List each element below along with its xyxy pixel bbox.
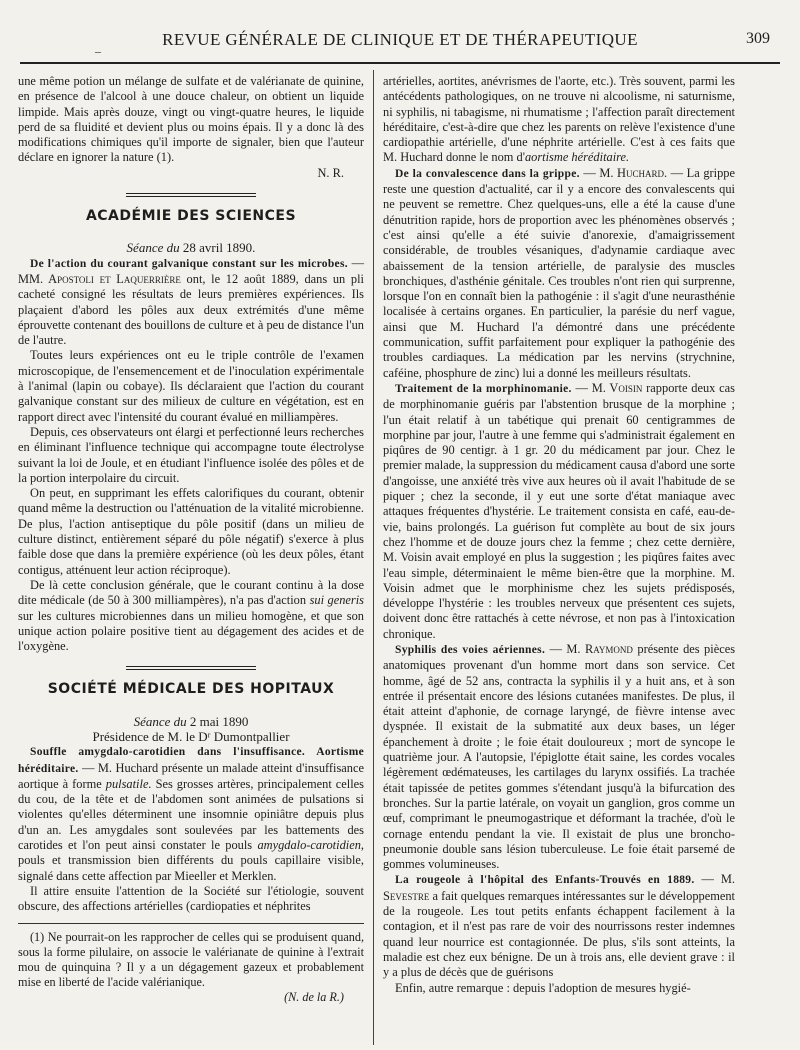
societe-paragraph-2: Il attire ensuite l'attention de la Société sur l'étiologie, souvent obscure, des affections artérielles (cardiopaties et néphrites	[18, 883, 364, 914]
seance-date: 28 avril 1890.	[182, 240, 256, 256]
section-divider	[126, 666, 256, 670]
paragraph-text: pouls et transmission bien différents du pouls capillaire visible, signalé dans cette affection par Mieeller et Merklen.	[18, 853, 364, 883]
article-title: De la convalescence dans la grippe.	[395, 167, 580, 180]
left-column	[18, 74, 364, 1005]
paragraph-text: artérielles, aortites, anévrismes de l'aorte, etc.). Très souvent, parmi les antécédents pathologiques, on ne trouve ni alcoolisme, ni saturnisme, ni syphilis, ni tabagisme, ni rhumatisme ; l'affection paraît directement héréditaire, c'est-à-dire que chez les parents on relève l'existence d'une cardiopathie artérielle, d'une néphrite artérielle. C'est à ces faits que M. Huchard donne le nom d'	[383, 74, 735, 165]
paragraph-text: Ses grosses artères, principalement celles du cou, de la tête et de l'abdomen sont animées de pulsations si violentes qu'elles déterminent une insomnie opiniâtre depuis plus d'un an. Les amygdales sont soulevées par les battements des carotides et l'on peut ainsi constater le pouls	[18, 776, 364, 853]
authors: — M. Raymond	[549, 641, 633, 656]
paragraph-text: — M. Huchard présente un malade atteint d'insuffisance aortique à forme	[18, 760, 364, 791]
authors: — M. Huchard. —	[583, 165, 684, 180]
header-dash: –	[95, 44, 101, 58]
continuation-paragraph	[383, 74, 735, 166]
page-number: 309	[746, 30, 770, 47]
paragraph-text: sur les cultures microbiennes dans un milieu homogène, et que son unique action polaire positive tient au dégagement des acides et de l'oxygène.	[18, 608, 364, 654]
final-paragraph: Enfin, autre remarque : depuis l'adoption de mesures hygié-	[395, 980, 691, 995]
running-header	[20, 30, 780, 58]
societe-presidence: Présidence de M. le Dʳ Dumontpallier	[92, 728, 290, 744]
article-title: De l'action du courant galvanique constant sur les microbes.	[30, 257, 348, 270]
societe-heading: SOCIÉTÉ MÉDICALE DES HOPITAUX	[47, 681, 335, 698]
syphilis-paragraph	[383, 642, 735, 872]
academie-heading: ACADÉMIE DES SCIENCES	[85, 208, 297, 225]
authors: — M. Voisin	[575, 380, 643, 395]
paragraph-text: De là cette conclusion générale, que le courant continu à la dose dite médicale (de 50 à 300 milliampères), n'a pas d'action	[18, 577, 364, 608]
seance-label: Séance du	[126, 240, 180, 256]
academie-paragraph-4: On peut, en supprimant les effets calorifiques du courant, obtenir quand même la destruction ou l'atténuation de la vitalité microbienne. De plus, l'action antiseptique du pôle positif (dans un milieu de culture distinct, entièrement séparé du pôle négatif) s'exerce à plus faible dose que dans la première expérience (où les deux pôles, étant contigus, atténuent leur action réciproque).	[18, 486, 364, 577]
italic-term: aortisme héréditaire.	[524, 150, 630, 165]
seance-label: Séance du	[133, 713, 187, 729]
paragraph-text: a fait quelques remarques intéressantes sur le développement de la rougeole. Les tout petits enfants échappent facilement à la contagion, et il n'est pas rare de voir des nourrissons rester indemnes quand leur nourrice est contagionnée. De plus, s'ils sont atteints, la maladie est chez eux bénigne. De un à trois ans, elle devient grave : il y a plus de décès que de guérisons	[383, 888, 735, 980]
rougeole-paragraph	[383, 872, 735, 980]
societe-seance	[18, 714, 364, 729]
footnote: (1) Ne pourrait-on les rapprocher de celles qui se produisent quand, sous la forme pilulaire, on associe le valérianate de quinine à l'extrait mou de quinquina ? Il y a un dégagement gazeux et probablement mise en liberté de l'acide valérianique.	[18, 929, 364, 989]
paragraph-text: La grippe reste une question d'actualité, car il y a encore des convalescents qui ne peuvent se remettre. Chez quelques-uns, elle a été la cause d'une dénutrition rapide, hors de proportion avec les phénomènes observés ; c'est ainsi qu'elle a été suivie d'anorexie, d'amaigrissement considérable, de troubles vésaniques, d'adynamie cardiaque avec abaissement de la tension artérielle, de paralysie des muscles bronchiques, d'asthénie génitale. Ces troubles n'ont rien qui surprenne, lorsque l'on en connaît bien la pathogénie : il s'agit d'une neurasthénie localisée à certains organes. En particulier, la parésie du nerf vague, ainsi que M. Huchard l'a démontré dans une précédente communication, suffit parfaitement pour expliquer la pathogénie des troubles cardiaques. La médication par les nervins (strychnine, caféine, phosphure de zinc) lui a donné les meilleurs résultats.	[383, 165, 735, 380]
section-divider	[126, 193, 256, 197]
article-title: Souffle amygdalo-carotidien dans l'insuffisance. Aortisme héréditaire.	[18, 746, 364, 775]
right-column	[383, 74, 735, 996]
authors: — M. Sevestre	[383, 872, 735, 903]
academie-paragraph-1	[18, 256, 364, 349]
article-title: La rougeole à l'hôpital des Enfants-Trouvés en 1889.	[395, 874, 695, 887]
morphinomanie-paragraph	[383, 381, 735, 642]
paragraph-text: ont, le 12 août 1889, dans un pli cacheté consigné les résultats de leurs premières expériences. Ils plaçaient d'abord les pôles aux deux extrémités d'une même éprouvette contenant des bouillons de culture et à peu de distance l'un de l'autre.	[18, 271, 364, 348]
authors: — MM. Apostoli et Laquerrière	[18, 255, 364, 286]
paragraph-text: rapporte deux cas de morphinomanie guéris par l'abstention brusque de la morphine ; l'un était relatif à un tabétique qui prenait 60 centigrammes de morphine par jour, l'autre à une femme qui s'administrait également en piqûres de 90 centigr. à 1 gr. 20 du médicament par jour. Chez le premier malade, la suppression du médicament causa d'abord une sorte d'angoisse, une anxiété très vive aux heures où il avait l'habitude de se piquer ; chez la seconde, il y eut une sorte d'état maniaque avec attaques fréquentes d'hystérie. Le traitement consista en café, eau-de-vie, bains prolongés. La guérison fut complète au bout de six jours chez l'homme et de douze jours chez la femme ; chez cette dernière, M. Voisin avait employé en plus la suggestion ; les piqûres faites avec l'eau simple, déterminaient le même bien-être que la morphine. M. Voisin admet que le morphinisme chez les sujets prédisposés, développe l'hystérie : les troubles nerveux que présentent ces sujets, doivent donc être rattachés à cette névrose, et non pas à l'intoxication chronique.	[383, 380, 735, 641]
societe-paragraph-1	[18, 744, 364, 884]
article-title: Syphilis des voies aériennes.	[395, 643, 546, 656]
journal-title: REVUE GÉNÉRALE DE CLINIQUE ET DE THÉRAPEUTIQUE	[162, 30, 638, 49]
footnote-separator	[18, 923, 364, 924]
article-title: Traitement de la morphinomanie.	[395, 382, 572, 395]
column-divider	[373, 70, 374, 1045]
italic-term: sui generis	[309, 593, 364, 608]
intro-paragraph: une même potion un mélange de sulfate et de valérianate de quinine, en présence de l'alcool à une douce chaleur, on obtient un liquide limpide. Mais après douze, vingt ou vingt-quatre heures, le liquide perd de sa fluidité et devient plus ou moins épais. Il y a donc là des modifications chimiques qu'il importe de signaler, bien que l'auteur déclare en ignorer la nature (1).	[18, 74, 364, 165]
academie-paragraph-3: Depuis, ces observateurs ont élargi et perfectionné leurs recherches en éliminant l'influence technique qui accompagne toute électrolyse suivant la loi de Joule, et en étudiant l'influence isolée des pôles et de la portion interpolaire du circuit.	[18, 424, 364, 485]
academie-seance	[18, 240, 364, 255]
italic-term: pulsatile.	[105, 776, 152, 791]
intro-signature: N. R.	[317, 165, 344, 180]
grippe-paragraph	[383, 166, 735, 381]
seance-date: 2 mai 1890	[189, 713, 249, 729]
paragraph-text: présente des pièces anatomiques provenant d'un homme mort dans son service. Cet homme, âgé de 52 ans, contracta la syphilis il y a huit ans, et à son entrée il présentait encore des lésions cutanées manifestes. De plus, il était atteint d'aphonie, de cornage laryngé, de fièvre intense avec dyspnée. Il existait de la submatité aux deux bases, un léger épanchement à droite ; le foie était douloureux ; mort de syncope le quatrième jour. A l'autopsie, l'épiglotte était saine, les cordes vocales légèrement œdémateuses, les cartilages du larynx ossifiés. La trachée était tapissée de petites gommes s'étendant jusqu'à la bifurcation des bronches. Sur la partie latérale, on voyait un ganglion, gros comme un œuf, comprimant le pneumogastrique et déformant la trachée, d'où le cornage entendu pendant la vie. Il existait de plus une broncho-pneumonie double sans lésion tuberculeuse. Le foie était parsemé de gommes volumineuses.	[383, 641, 736, 872]
italic-term: amygdalo-carotidien,	[257, 838, 364, 853]
footnote-signature: (N. de la R.)	[284, 989, 344, 1004]
academie-paragraph-2: Toutes leurs expériences ont eu le triple contrôle de l'examen microscopique, de l'ensemencement et de l'inoculation expérimentale à l'animal (lapin ou cobaye). Ils déclaraient que l'action du courant galvanique constant sur des milieux de culture en végétation, est en rapport direct avec l'intensité du courant évalué en milliampères.	[18, 348, 364, 424]
header-rule	[20, 62, 780, 64]
academie-paragraph-5	[18, 578, 364, 654]
